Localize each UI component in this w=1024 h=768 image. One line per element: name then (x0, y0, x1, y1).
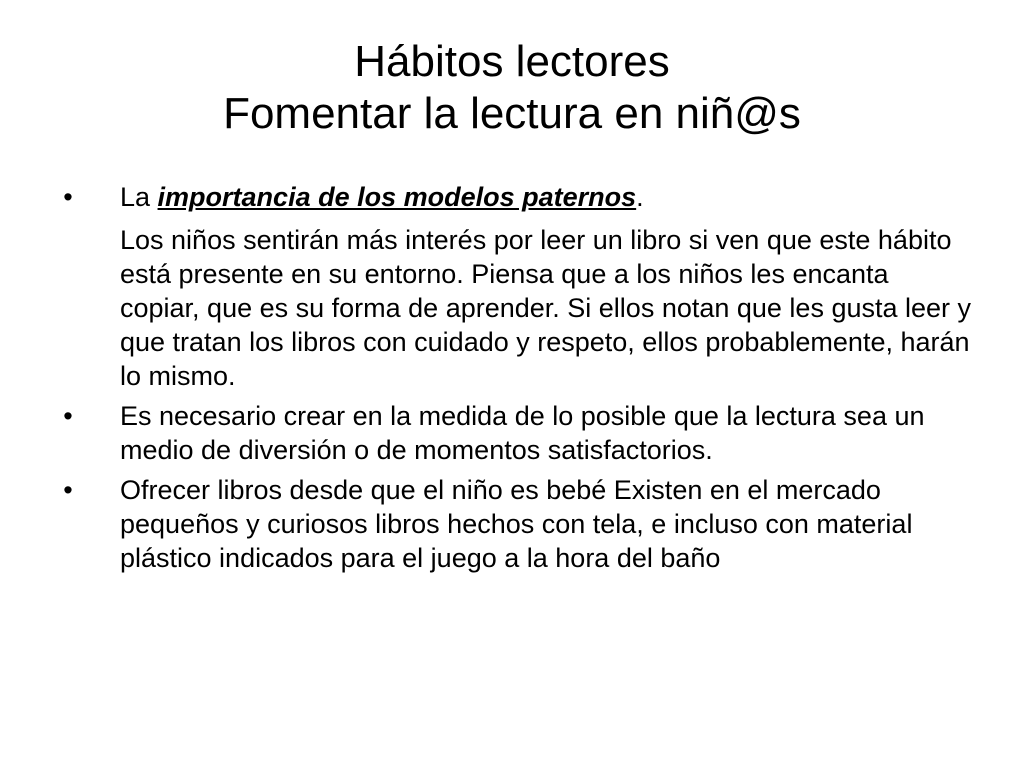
slide-body (52, 180, 972, 581)
bullet-dot-icon: • (63, 401, 73, 431)
bullet-item-1 (52, 180, 972, 393)
bullet-paragraph: Los niños sentirán más interés por leer un libro si ven que este hábito está presente en su entorno. Piensa que a los niños les encanta copiar, que es su forma de aprender. Si ellos notan que les gusta leer y que tratan los libros con cuidado y respeto, ellos probablemente, harán lo mismo. (120, 225, 972, 391)
bullet-text: Ofrecer libros desde que el niño es bebé Existen en el mercado pequeños y curiosos libros hechos con tela, e incluso con material plástico indicados para el juego a la hora del baño (120, 475, 913, 573)
emphasized-phrase: importancia de los modelos paternos (157, 182, 637, 212)
bullet-suffix: . (636, 182, 644, 212)
title-line-2: Fomentar la lectura en niñ@s (223, 89, 801, 138)
bullet-dot-icon: • (63, 182, 73, 212)
bullet-item-2 (52, 399, 972, 467)
bullet-item-3 (52, 473, 972, 575)
bullet-heading (120, 180, 972, 214)
title-line-1: Hábitos lectores (354, 37, 670, 86)
bullet-text: Es necesario crear en la medida de lo posible que la lectura sea un medio de diversión o de momentos satisfactorios. (120, 401, 925, 465)
bullet-prefix: La (120, 182, 158, 212)
slide-title (0, 36, 1024, 140)
bullet-dot-icon: • (63, 475, 73, 505)
